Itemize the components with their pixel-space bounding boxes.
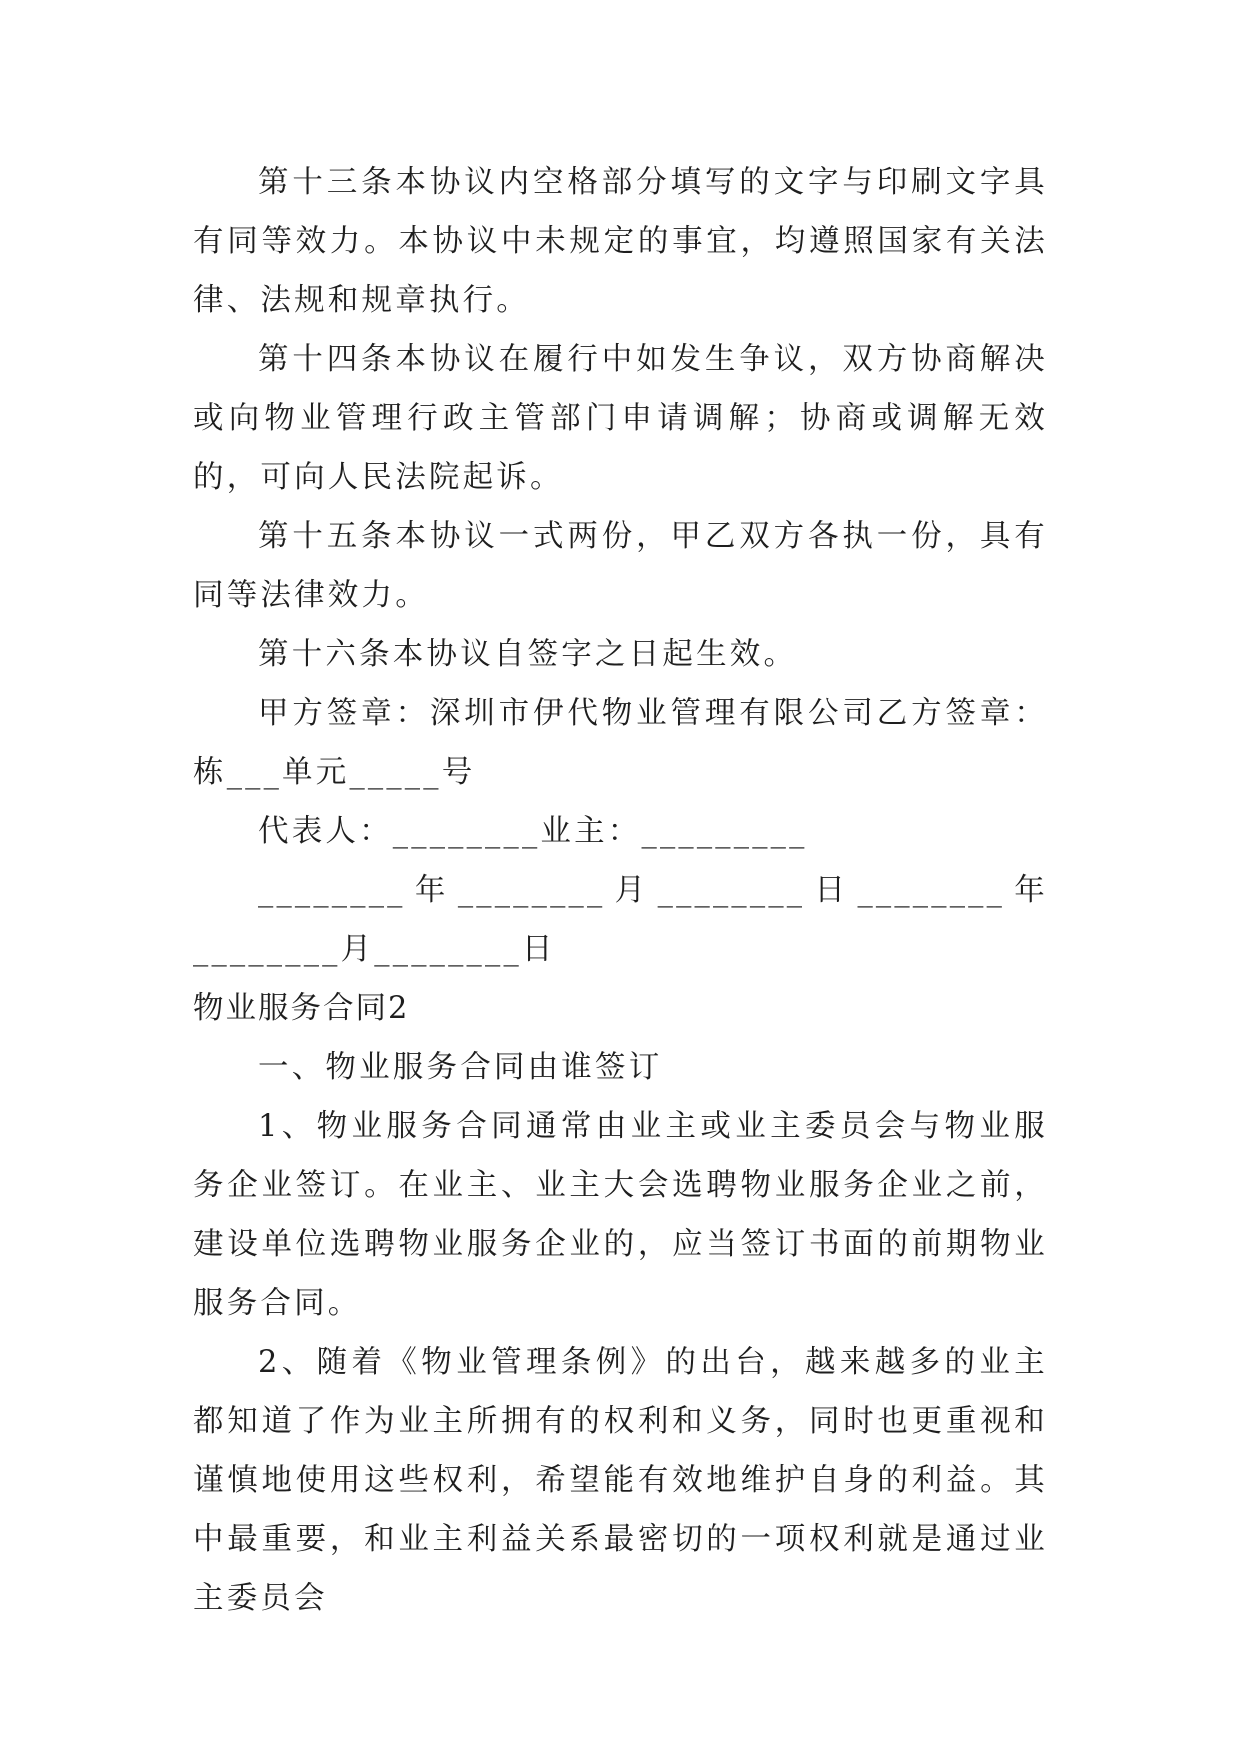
representative-line: 代表人：________业主：_________: [258, 814, 808, 849]
signature-line: 甲方签章：深圳市伊代物业管理有限公司乙方签章：栋___单元_____号: [193, 696, 1048, 790]
section-paragraph-2: 2、随着《物业管理条例》的出台，越来越多的业主都知道了作为业主所拥有的权利和义务，同时也更重视和谨慎地使用这些权利，希望能有效地维护自身的利益。其中最重要，和业主利益关系最密切的一项权利就是通过业主委员会: [193, 1345, 1048, 1616]
section-paragraph-1: 1、物业服务合同通常由业主或业主委员会与物业服务企业签订。在业主、业主大会选聘物业服务企业之前，建设单位选聘物业服务企业的，应当签订书面的前期物业服务合同。: [193, 1109, 1048, 1321]
clause-15: 第十五条本协议一式两份，甲乙双方各执一份，具有同等法律效力。: [193, 519, 1048, 613]
document-body: [193, 153, 1048, 1628]
clause-14: 第十四条本协议在履行中如发生争议，双方协商解决或向物业管理行政主管部门申请调解；协商或调解无效的，可向人民法院起诉。: [193, 342, 1048, 495]
date-line: ________年________月________日________年________月________日: [193, 873, 1048, 967]
section-title: 物业服务合同2: [193, 991, 410, 1026]
clause-16: 第十六条本协议自签字之日起生效。: [258, 637, 798, 672]
section-subheading: 一、物业服务合同由谁签订: [258, 1050, 663, 1085]
clause-13: 第十三条本协议内空格部分填写的文字与印刷文字具有同等效力。本协议中未规定的事宜，均遵照国家有关法律、法规和规章执行。: [193, 165, 1048, 318]
